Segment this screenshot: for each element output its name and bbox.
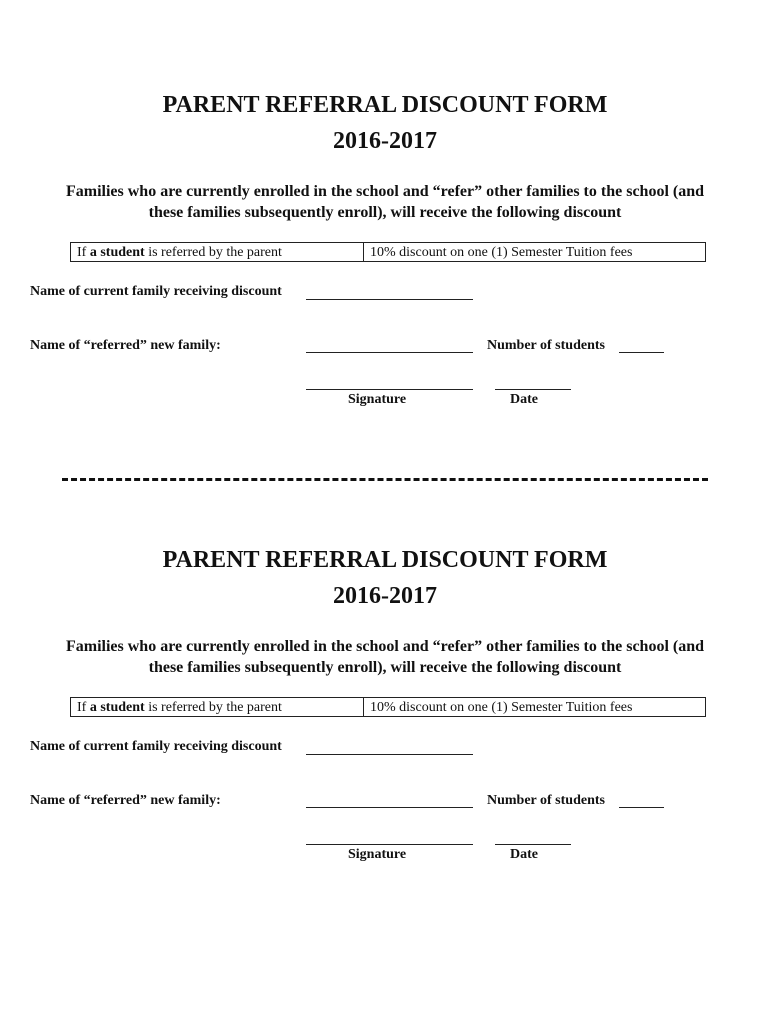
date-label: Date [510,847,538,862]
condition-text-post: is referred by the parent [144,700,282,715]
form-year: 2016-2017 [333,583,437,609]
num-students-field[interactable] [619,352,664,353]
intro-line-2: these families subsequently enroll), will receive the following discount [148,204,622,221]
signature-field[interactable] [306,389,473,390]
discount-value-cell: 10% discount on one (1) Semester Tuition fees [370,700,633,715]
discount-condition-cell [71,243,364,261]
current-family-field[interactable] [306,754,473,755]
signature-field[interactable] [306,844,473,845]
form-title: PARENT REFERRAL DISCOUNT FORM [162,92,608,118]
form-year: 2016-2017 [333,128,437,154]
referral-form-top [0,0,770,407]
referred-family-field[interactable] [306,352,473,353]
condition-text-bold: a student [89,245,145,260]
condition-text-pre: If [77,700,90,715]
discount-table [70,242,706,262]
referred-family-field[interactable] [306,807,473,808]
condition-text-bold: a student [89,700,145,715]
current-family-label: Name of current family receiving discount [30,739,282,754]
form-intro [20,181,750,223]
current-family-label: Name of current family receiving discount [30,284,282,299]
date-label: Date [510,392,538,407]
discount-table [70,697,706,717]
referred-family-label: Name of “referred” new family: [30,793,221,808]
intro-line-2: these families subsequently enroll), will receive the following discount [148,659,622,676]
referred-family-label: Name of “referred” new family: [30,338,221,353]
current-family-field[interactable] [306,299,473,300]
num-students-field[interactable] [619,807,664,808]
intro-line-1: Families who are currently enrolled in the school and “refer” other families to the school (and [65,183,705,200]
condition-text-pre: If [77,245,90,260]
condition-text-post: is referred by the parent [144,245,282,260]
signature-label: Signature [348,392,407,407]
form-title: PARENT REFERRAL DISCOUNT FORM [162,547,608,573]
signature-label: Signature [348,847,407,862]
intro-line-1: Families who are currently enrolled in the school and “refer” other families to the school (and [65,638,705,655]
referral-form-bottom [0,455,770,862]
date-field[interactable] [495,844,571,845]
form-intro [20,636,750,678]
date-field[interactable] [495,389,571,390]
num-students-label: Number of students [487,338,605,353]
discount-value-cell: 10% discount on one (1) Semester Tuition fees [370,245,633,260]
discount-condition-cell [71,698,364,716]
num-students-label: Number of students [487,793,605,808]
